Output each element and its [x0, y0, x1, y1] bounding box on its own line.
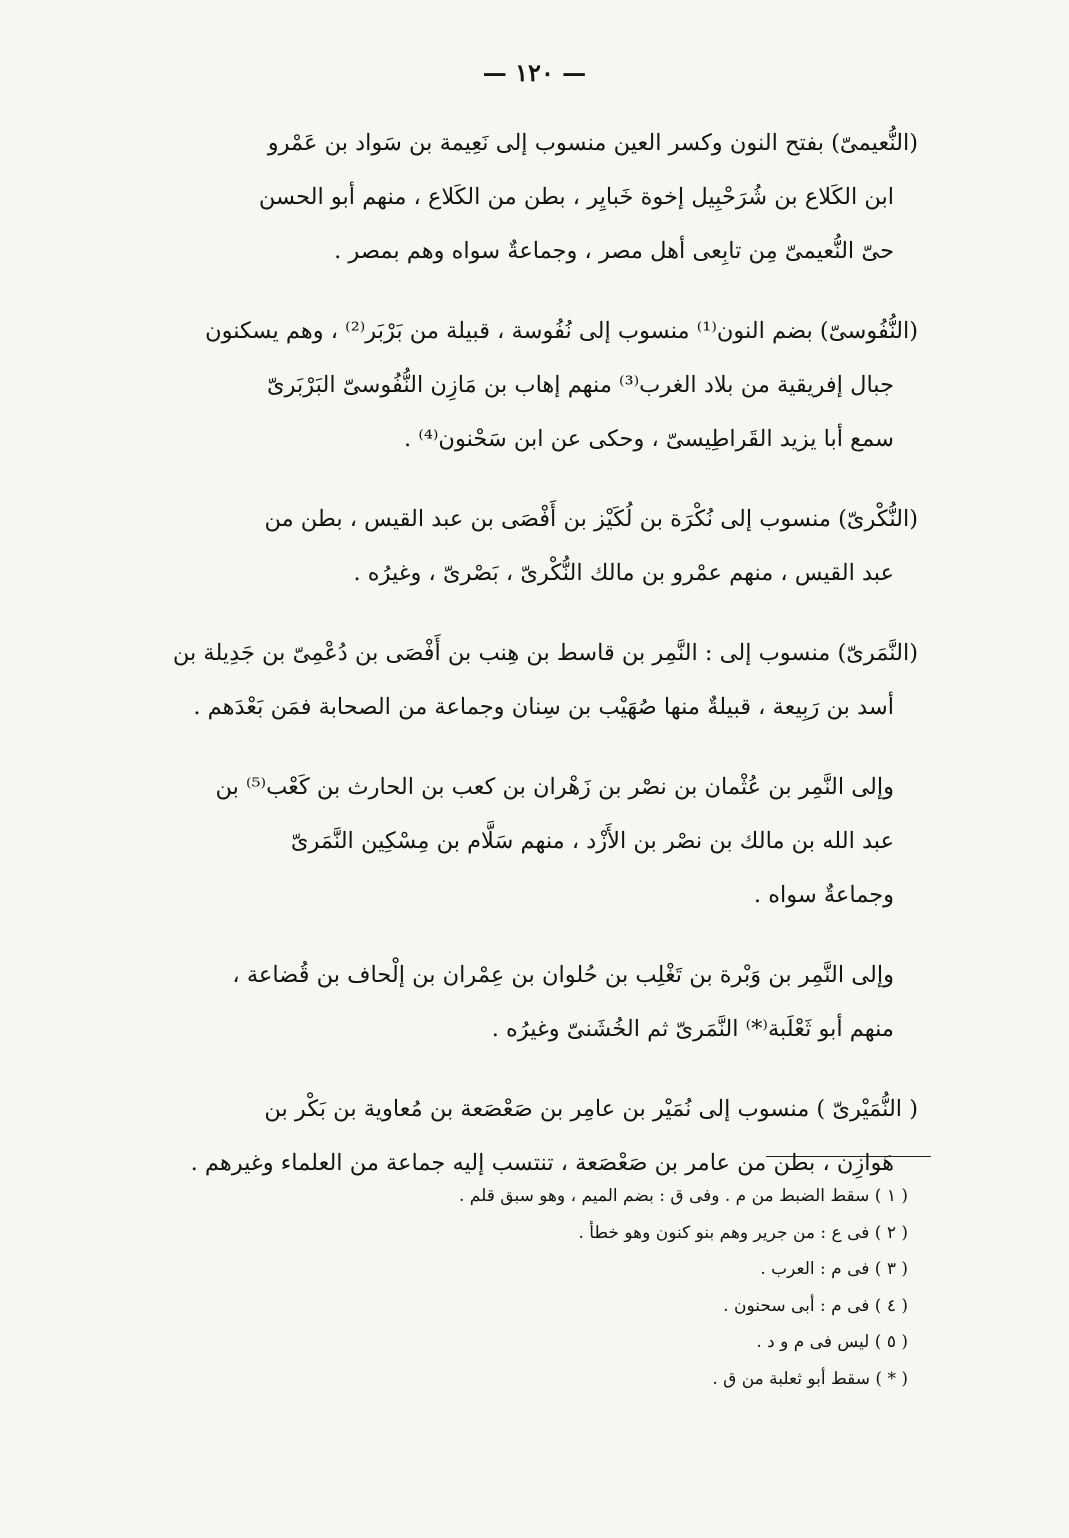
footnotes: [300, 1178, 908, 1397]
entry-namir-uthman: [88, 760, 918, 922]
footnote-divider: [766, 1156, 931, 1157]
entry-namari: [88, 626, 918, 734]
page-number: — ١٢٠ —: [482, 58, 587, 87]
text-line: وجماعةٌ سواه .: [753, 882, 894, 908]
text-line: ( النُّمَيْرىّ ) منسوب إلى نُمَيْر بن عامِر بن صَعْصَعة بن مُعاوية بن بَكْر بن: [264, 1096, 918, 1122]
entry-nufusi: [88, 304, 918, 466]
text-line: وإلى النَّمِر بن وَبْرة بن تَغْلِب بن حُلوان بن عِمْران بن إلْحاف بن قُضاعة ،: [232, 962, 894, 988]
text-line: جبال إفريقية من بلاد الغرب⁽³⁾ منهم إهاب بن مَازِن النُّفُوسىّ البَرْبَرىّ: [266, 372, 894, 398]
text-line: عبد القيس ، منهم عمْرو بن مالك النُّكْرىّ ، بَصْرىّ ، وغيرُه .: [353, 560, 894, 586]
entry-nuaymi: [88, 116, 918, 278]
text-line: (النُّفُوسىّ) بضم النون⁽¹⁾ منسوب إلى نُفُوسة ، قبيلة من بَرْبَر⁽²⁾ ، وهم يسكنون: [205, 318, 918, 344]
text-line: أسد بن رَبِيعة ، قبيلةٌ منها صُهَيْب بن سِنان وجماعة من الصحابة فمَن بَعْدَهم .: [193, 694, 894, 720]
footnote-5: ( ٥ ) ليس فى م و د .: [756, 1332, 908, 1352]
text-line: (النُّعيمىّ) بفتح النون وكسر العين منسوب إلى نَعِيمة بن سَواد بن عَمْرو: [267, 130, 918, 156]
footnote-2: ( ٢ ) فى ع : من جرير وهم بنو كنون وهو خطأ .: [578, 1222, 908, 1243]
text-line: وإلى النَّمِر بن عُثْمان بن نصْر بن زَهْران بن كعب بن الحارث بن كَعْب⁽⁵⁾ بن: [215, 774, 894, 800]
text-line: حىّ النُّعيمىّ مِن تابِعى أهل مصر ، وجماعةٌ سواه وهم بمصر .: [334, 238, 894, 264]
footnote-1: ( ١ ) سقط الضبط من م . وفى ق : بضم الميم ، وهو سبق قلم .: [458, 1186, 908, 1206]
entry-numayri: [88, 1082, 918, 1190]
text-line: ابن الكَلاع بن شُرَحْبِيل إخوة خَبايِر ، بطن من الكَلاع ، منهم أبو الحسن: [258, 184, 894, 210]
footnote-4: ( ٤ ) فى م : أبى سحنون .: [723, 1295, 908, 1316]
text-line: هَوازِن ، بطن من عامر بن صَعْصَعة ، تنتسب إليه جماعة من العلماء وغيرهم .: [190, 1150, 894, 1176]
text-line: (النَّمَرىّ) منسوب إلى : النَّمِر بن قاسط بن هِنب بن أَفْصَى بن دُعْمِىّ بن جَدِيلة بن: [172, 640, 918, 666]
text-line: عبد الله بن مالك بن نصْر بن الأَزْد ، منهم سَلَّام بن مِسْكِين النَّمَرىّ: [290, 828, 894, 854]
text-line: سمع أبا يزيد القَراطِيسىّ ، وحكى عن ابن سَحْنون⁽⁴⁾ .: [404, 426, 894, 452]
entry-namir-wabra: [88, 948, 918, 1056]
footnote-3: ( ٣ ) فى م : العرب .: [760, 1259, 908, 1279]
footnote-star: ( * ) سقط أبو ثعلبة من ق .: [712, 1368, 908, 1389]
text-line: منهم أبو ثَعْلَبة⁽*⁾ النَّمَرىّ ثم الخُشَنىّ وغيرُه .: [491, 1016, 894, 1042]
text-line: (النُّكْرىّ) منسوب إلى نُكْرَة بن لُكَيْز بن أَفْصَى بن عبد القيس ، بطن من: [264, 506, 918, 532]
main-text: [88, 116, 918, 1216]
entry-nukri: [88, 492, 918, 600]
